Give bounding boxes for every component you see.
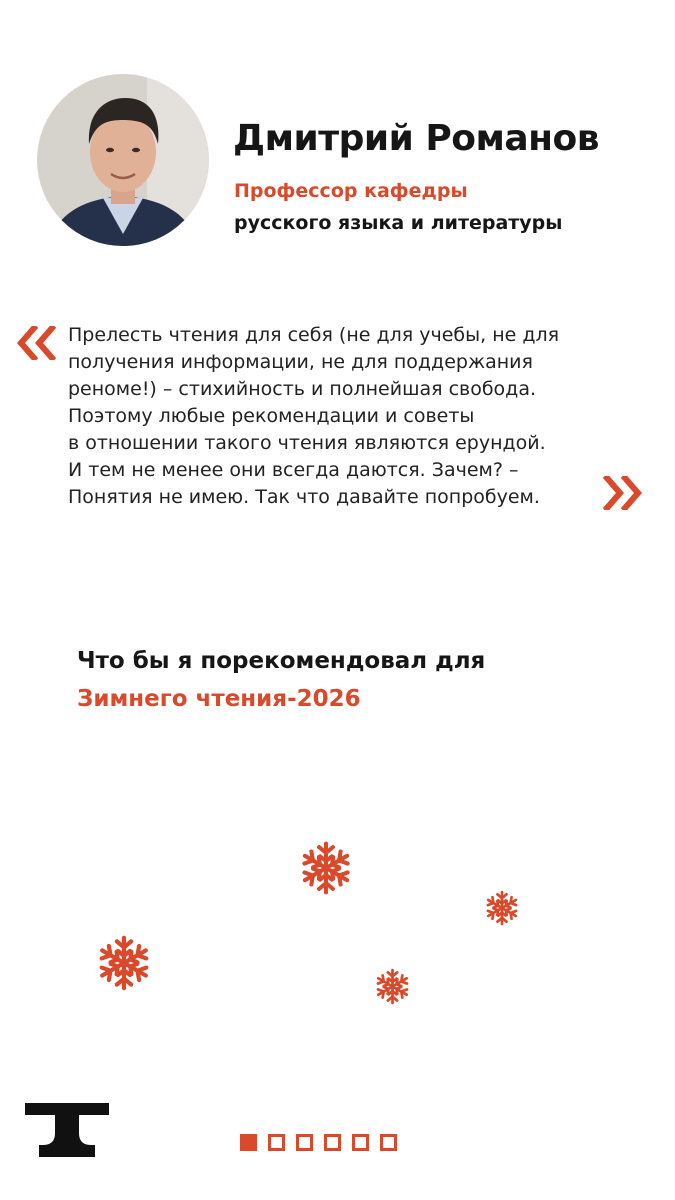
avatar	[37, 74, 209, 246]
quote-text	[68, 322, 598, 511]
pagination	[240, 1134, 397, 1151]
avatar-photo	[37, 74, 209, 246]
snowflake-icon	[297, 839, 355, 897]
snowflake-icon	[94, 933, 154, 993]
left-double-angle-quote-icon	[16, 326, 58, 364]
quote-line: реноме!) – стихийность и полнейшая свобода.	[68, 378, 536, 400]
section-heading: Что бы я порекомендовал для	[77, 648, 486, 674]
profile-role-title: Профессор кафедры	[234, 180, 468, 202]
profile-name: Дмитрий Романов	[233, 118, 600, 159]
page-indicator-4[interactable]	[324, 1134, 341, 1151]
snowflake-icon	[483, 889, 521, 927]
quote-line: Прелесть чтения для себя (не для учебы, не для	[68, 324, 560, 346]
profile-role-department: русского языка и литературы	[234, 212, 563, 234]
page-indicator-5[interactable]	[352, 1134, 369, 1151]
page-indicator-1[interactable]	[240, 1134, 257, 1151]
quote-line: Поэтому любые рекомендации и советы	[68, 405, 475, 427]
quote-line: Понятия не имею. Так что давайте попробуем.	[68, 486, 540, 508]
brand-t-logo	[25, 1103, 109, 1161]
quote-line: в отношении такого чтения являются ерундой.	[68, 432, 546, 454]
snowflake-icon	[373, 967, 412, 1006]
page-indicator-3[interactable]	[296, 1134, 313, 1151]
page-indicator-2[interactable]	[268, 1134, 285, 1151]
section-heading-accent: Зимнего чтения-2026	[77, 686, 361, 712]
quote-line: И тем не менее они всегда даются. Зачем? –	[68, 459, 519, 481]
right-double-angle-quote-icon	[601, 476, 643, 514]
quote-line: получения информации, не для поддержания	[68, 351, 533, 373]
page-indicator-6[interactable]	[380, 1134, 397, 1151]
